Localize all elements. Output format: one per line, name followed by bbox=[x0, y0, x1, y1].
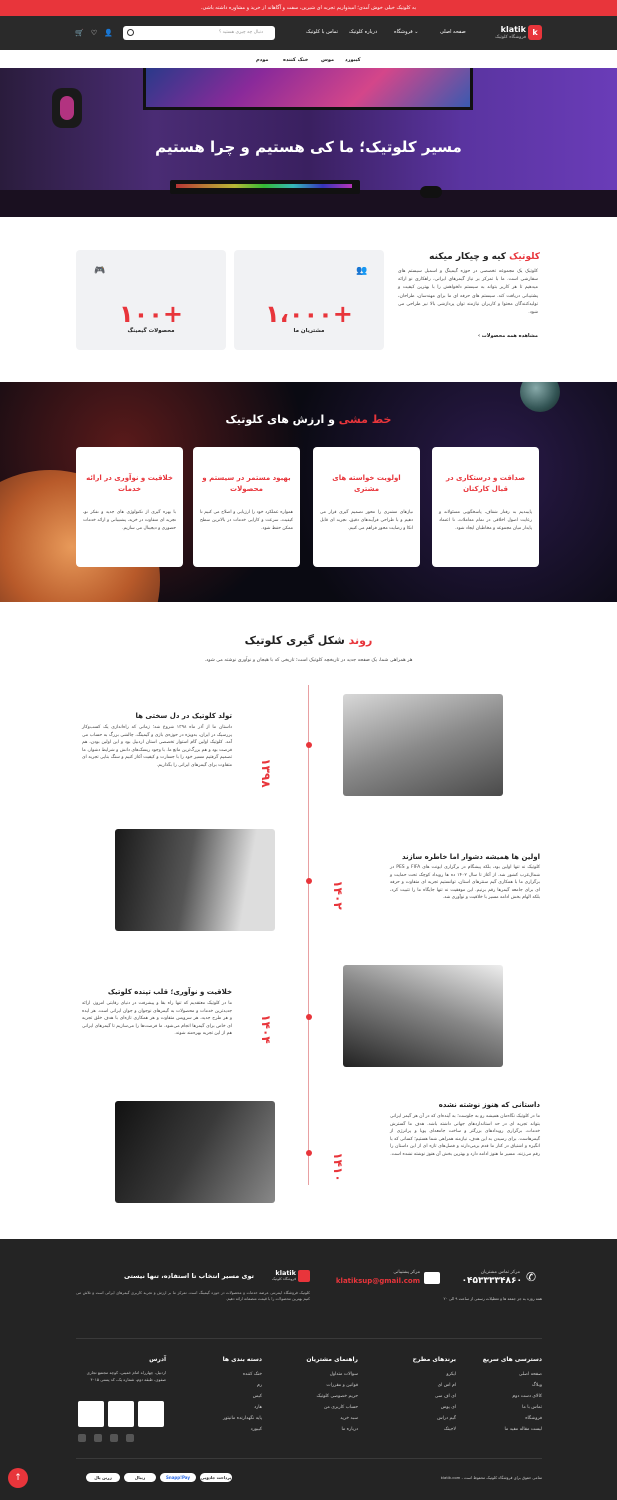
desk-image bbox=[0, 190, 617, 217]
value-card-title: خلاقیت و نوآوری در ارائه خدمات bbox=[86, 474, 173, 493]
timeline-item-title: تولد کلوتیک در دل سختی ها bbox=[135, 712, 232, 720]
timeline-item-text: ما در کلوتیک معتقدیم که تنها راه بقا و پیشرفت در دنیای رقابتی امروز، ارائه جدیدترین خدمات و محصولات به گیمرهای نوجوان و جوان ایرانی است. هر ایده و هر طرح جدید، هر سرویس متفاوت و هر همکاری تازه‌ای با هدف خلق تجربه ای خاص برای گیمرها انجام می‌شود. ما فرصت‌ها را می‌سازیم تا گیمرهای ایرانی هم از این تجربه بهره‌مند شوند. bbox=[82, 1001, 232, 1037]
timeline-item-text: ما در کلوتیک نگاه‌مان همیشه رو به جلوست؛ به آینده‌ای که در آن هر گیمر ایرانی بتواند تجربه ای در حد استانداردهای جهانی داشته باشد. هدف ما گسترش خدمات، برگزاری رویدادهای بزرگتر و ساخت جامعه‌ای پویا و پرانرژی از گیمرهاست. برای رسیدن به این هدف، نیازمند همراهی شما هستیم؛ کسانی که با انگیزه و اشتیاق در کنار ما قدم برمی‌دارند و فصل‌های تازه ای از این داستان را رقم می‌زنند. مسیر ما هنوز ادامه دارد و بهترین بخش آن هنوز نوشته نشده است. bbox=[390, 1114, 540, 1157]
category-nav bbox=[0, 50, 617, 68]
footer-link[interactable]: ای اف سی bbox=[434, 1394, 456, 1399]
timeline-year: ۱۴۰۴ bbox=[259, 1014, 273, 1044]
timeline-item-text: داستان ما از آذر ماه ۱۳۹۸ شروع شد؛ زمانی که راه‌اندازی یک کسب‌وکار پررسیک در ایران، به‌ویژه در حوزه‌ی بازی و گیمینگ، چالشی بزرگ به حساب می آمد. کلوتیک اولین گام استوار تخصصی استان اردبیل بود و این اولین بودن، هم فرصت بود و هم بزرگ‌ترین مانع ما. با وجود ریسک‌های دانش و شرایط دشوار، ما تصمیم گرفتیم مسیر خود را با جسارت و کیفیت آغاز کنیم و سنگ بنایی تجربه ای متفاوت برای گیمرهای ایرانی را بگذاریم. bbox=[82, 725, 232, 768]
monitor-image bbox=[143, 68, 473, 110]
footer-link[interactable]: گیم دراس bbox=[437, 1416, 456, 1421]
timeline-subtitle: هر همراهی شما، یک صفحه جدید در تاریخچه کلوتیک است؛ تاریخی که با هیجان و نوآوری نوشته می شود. bbox=[204, 658, 413, 663]
payment-badge: زیبال bbox=[124, 1473, 156, 1482]
footer-link[interactable]: حریم خصوصی کلوتیک bbox=[316, 1394, 358, 1399]
working-hours: همه روزه به جز جمعه ها و تعطیلات رسمی از ساعت ۹ الی ۲۰ bbox=[443, 1296, 542, 1301]
copyright-text: تمامی حقوق برای فروشگاه کلوتیک محفوظ است - klatik.com bbox=[440, 1475, 542, 1480]
telegram-icon[interactable] bbox=[110, 1434, 118, 1442]
hero-title: مسیر کلوتیک؛ ما کی هستیم و چرا هستیم bbox=[155, 138, 462, 156]
footer-link[interactable]: کالای دست دوم bbox=[512, 1394, 542, 1399]
timeline-item-title: داستانی که هنوز نوشته نشده bbox=[438, 1101, 540, 1109]
footer-divider bbox=[76, 1338, 542, 1339]
mail-icon bbox=[424, 1272, 440, 1284]
value-card bbox=[432, 447, 539, 567]
footer-link[interactable]: درباره ما bbox=[341, 1427, 358, 1432]
mouse-image bbox=[420, 186, 442, 198]
scroll-to-top-button[interactable]: ↑ bbox=[8, 1468, 28, 1488]
footer-link[interactable]: وبلاگ bbox=[531, 1383, 542, 1388]
value-card bbox=[76, 447, 183, 567]
cart-icon[interactable]: 🛒 bbox=[75, 29, 84, 37]
value-card bbox=[313, 447, 420, 567]
user-icon[interactable]: 👤 bbox=[104, 29, 113, 37]
value-card-text: همواره عملکرد خود را ارزیابی و اصلاح می کنیم تا کیفیت، سرعت و کارایی خدمات در بالاترین سطح ممکن حفظ شود. bbox=[200, 510, 293, 531]
footer-slogan: توی مسیر انتخاب تا استفاده، تنها نیستی bbox=[123, 1272, 254, 1280]
footer-link[interactable]: سبد خرید bbox=[340, 1416, 358, 1421]
keyboard-image bbox=[170, 180, 360, 194]
footer-link[interactable]: صفحه اصلی bbox=[518, 1372, 542, 1377]
footer-column-title: دسته بندی ها bbox=[222, 1356, 262, 1363]
timeline-image bbox=[115, 1101, 275, 1203]
footer-link[interactable]: کیس bbox=[252, 1394, 262, 1399]
address-text: اردبیل، چهارراه امام خمینی، کوچه مجتمع تجاری صفوی، طبقه دوم، شماره یک، کد پستی ۴۰۱۵ bbox=[86, 1370, 166, 1382]
footer-link[interactable]: لیست مقاله مفید ما bbox=[504, 1427, 542, 1432]
payment-badge: زرین پال bbox=[86, 1473, 120, 1482]
footer-column-title: راهنمای مشتریان bbox=[306, 1356, 358, 1363]
value-card-title: بهبود مستمر در سیستم و محصولات bbox=[202, 474, 291, 493]
category-modem[interactable]: مودم bbox=[256, 57, 269, 63]
nav-home[interactable]: صفحه اصلی bbox=[440, 29, 466, 35]
footer-link[interactable]: پایه نگهدارنده مانیتور bbox=[223, 1416, 262, 1421]
trust-badge-icon[interactable] bbox=[78, 1401, 104, 1427]
stat-number: ۱۰۰+ bbox=[118, 300, 184, 328]
footer-logo-icon[interactable] bbox=[298, 1270, 310, 1282]
timeline-image bbox=[343, 694, 503, 796]
timeline-image bbox=[343, 965, 503, 1067]
brand-name[interactable]: klatik bbox=[500, 25, 526, 34]
footer-column-title: برندهای مطرح bbox=[412, 1356, 456, 1363]
timeline-item-title: اولین ها همیشه دشوار اما خاطره سازند bbox=[401, 853, 540, 861]
timeline-dot bbox=[306, 878, 312, 884]
heart-icon[interactable]: ♡ bbox=[90, 29, 98, 37]
footer-link[interactable]: ای پوس bbox=[440, 1405, 456, 1410]
moon-image bbox=[520, 382, 560, 412]
timeline-year: ۱۴۱۰ bbox=[331, 1152, 345, 1182]
category-cooler[interactable]: خنک کننده bbox=[283, 57, 309, 63]
search-icon[interactable] bbox=[127, 29, 134, 36]
trust-badge-icon[interactable] bbox=[138, 1401, 164, 1427]
trust-badge-icon[interactable] bbox=[108, 1401, 134, 1427]
linkedin-icon[interactable] bbox=[126, 1434, 134, 1442]
payment-badge: پرداخت جادویی bbox=[200, 1475, 232, 1480]
timeline-year: ۱۴۰۲ bbox=[331, 880, 345, 910]
announcement-bar bbox=[0, 0, 617, 16]
view-all-products-link[interactable]: مشاهده همه محصولات › bbox=[477, 333, 538, 339]
value-card-text: پایبندیم به رفتار شفاف، پاسخگویی مسئولانه و رعایت اصول اخلاقی در تمام معاملات، تا اعتماد پایدار میان مجموعه و مخاطبان ایجاد شود. bbox=[439, 510, 532, 531]
category-keyboard[interactable]: کیبورد bbox=[345, 57, 361, 63]
email-label: مرکز پشتیبانی bbox=[393, 1270, 420, 1275]
footer-link[interactable]: قوانین و مقررات bbox=[326, 1383, 358, 1388]
value-card-text: نیازهای مشتری را محور تصمیم گیری قرار می دهیم و با طراحی فرآیندهای دقیق، تجربه ای قابل اتکا و رضایت محور فراهم می کنیم. bbox=[320, 510, 413, 531]
footer-link[interactable]: ایکرو bbox=[446, 1372, 456, 1377]
footer-link[interactable]: خنک کننده bbox=[242, 1372, 262, 1377]
footer-link[interactable]: ام اس ای bbox=[437, 1383, 456, 1388]
footer-brand[interactable]: klatik bbox=[275, 1269, 296, 1277]
phone-number[interactable]: ۰۴۵۳۳۳۳۴۸۶۰ bbox=[461, 1276, 522, 1286]
stat-card-customers bbox=[234, 250, 384, 350]
brand-subtitle: فروشگاه کلوتیک bbox=[495, 35, 526, 40]
footer-about-text: کلوتیک فروشگاه اینترنتی عرضه خدمات و محصولات در حوزه گیمینگ است. تمرکز ما بر ارزش و تجربه کاربری گیمرهای ایرانی است و تلاش می کنیم بهترین محصولات را با قیمت منصفانه ارائه دهیم. bbox=[76, 1290, 310, 1301]
support-email[interactable]: klatiksup@gmail.com bbox=[335, 1277, 420, 1285]
footer-link[interactable]: لاجیتک bbox=[443, 1427, 456, 1432]
nav-shop[interactable]: فروشگاه ⌄ bbox=[394, 29, 419, 35]
nav-contact[interactable]: تماس با کلوتیک bbox=[306, 29, 338, 35]
category-mouse[interactable]: موس bbox=[321, 57, 335, 63]
footer-divider bbox=[76, 1458, 542, 1459]
announcement-text: به کلوتیک خیلی خوش آمدی؛ امیدواریم تجربه ای شیرین، سفت و آگاهانه از خرید و مشاوره داشته باشی. bbox=[200, 5, 417, 11]
search-box[interactable] bbox=[123, 26, 275, 40]
timeline-item-text: کلوتیک نه تنها اولین بود، بلکه پیشگام در برگزاری ایونت های FIFA و PES در شمال‌غرب کشور شد. از آغاز تا سال ۱۴۰۲ ده ها رویداد کوچک تحت حمایت و برگزاری ما با همکاری گیم سنترهای استان، توانستیم تجربه ای متفاوت و حرفه ای برای جامعه گیمرها رقم بزنیم. این موفقیت نه تنها جایگاه ما را تثبیت کرد، بلکه الهام بخش ادامه مسیر با خلاقیت و نوآوری شد. bbox=[390, 865, 540, 901]
footer-link[interactable]: تماس با ما bbox=[522, 1405, 542, 1410]
payment-badge: Snapp!Pay bbox=[160, 1473, 196, 1482]
stat-number: ۱،۰۰۰+ bbox=[265, 300, 353, 328]
stat-label: محصولات گیمینگ bbox=[127, 328, 175, 334]
timeline-dot bbox=[306, 1150, 312, 1156]
footer-column-title: دسترسی های سریع bbox=[482, 1356, 542, 1363]
timeline-line bbox=[308, 685, 309, 1185]
footer-link[interactable]: هارد bbox=[254, 1405, 262, 1410]
footer-link[interactable]: رم bbox=[257, 1383, 262, 1388]
users-icon: 👥 bbox=[356, 266, 368, 276]
footer-link[interactable]: حساب کاربری من bbox=[323, 1405, 358, 1410]
microphone-image bbox=[52, 88, 82, 128]
value-card-title: صداقت و درستکاری در قبال کارکنان bbox=[446, 474, 525, 493]
whatsapp-icon[interactable] bbox=[94, 1434, 102, 1442]
logo-icon[interactable]: k bbox=[528, 25, 542, 40]
stat-card-products bbox=[76, 250, 226, 350]
timeline-item-title: خلاقیت و نوآوری؛ قلب تپنده کلوتیک bbox=[107, 988, 232, 996]
gamepad-icon: 🎮 bbox=[94, 266, 106, 276]
timeline-dot bbox=[306, 1014, 312, 1020]
timeline-dot bbox=[306, 742, 312, 748]
stat-label: مشتریان ما bbox=[293, 328, 325, 334]
address-title: آدرس bbox=[149, 1356, 166, 1363]
footer-brand-subtitle: فروشگاه کلوتیک bbox=[272, 1277, 296, 1281]
timeline-image bbox=[115, 829, 275, 931]
timeline-title: روند شکل گیری کلوتیک bbox=[244, 634, 373, 647]
phone-label: مرکز تماس مشتریان bbox=[480, 1270, 520, 1275]
footer-link[interactable]: کیبورد bbox=[250, 1427, 262, 1432]
search-input[interactable]: دنبال چه چیزی هستید ؟ bbox=[218, 30, 263, 35]
instagram-icon[interactable] bbox=[78, 1434, 86, 1442]
about-title: کلوتیک کیه و چیکار میکنه bbox=[429, 252, 540, 262]
phone-icon: ✆ bbox=[526, 1270, 537, 1284]
value-card-title: اولویت خواسته های مشتری bbox=[332, 474, 401, 493]
value-card-text: با بهره گیری از تکنولوژی های جدید و تفکر نو، تجربه ای متفاوت در خرید، پشتیبانی و ارائه خدمات حضوری و دیجیتال می سازیم. bbox=[83, 510, 176, 531]
footer-link[interactable]: فروشگاه bbox=[525, 1416, 542, 1421]
values-title: خط مشی و ارزش های کلوتیک bbox=[225, 413, 392, 426]
nav-about[interactable]: درباره کلوتیک bbox=[349, 29, 378, 35]
timeline-year: ۱۳۹۸ bbox=[259, 758, 273, 788]
about-text: کلوتیک یک مجموعه تخصصی در حوزه گیمینگ و اسمبل سیستم های سفارشی است. ما با تمرکز بر نیاز گیمرهای ایرانی، راهکاری نو ارائه میدهیم تا هر کاربر بتواند به سیستم دلخواهش را با بهترین کیفیت و پشتیبانی دریافت کند. سیستم های حرفه ای ما برای مهندسان، طراحان، تولیدکنندگان محتوا و کاربران نیازمند توان پردازشی بالا نیز طراحی می شود. bbox=[398, 269, 538, 316]
value-card bbox=[193, 447, 300, 567]
footer-link[interactable]: سوالات متداول bbox=[329, 1372, 358, 1377]
